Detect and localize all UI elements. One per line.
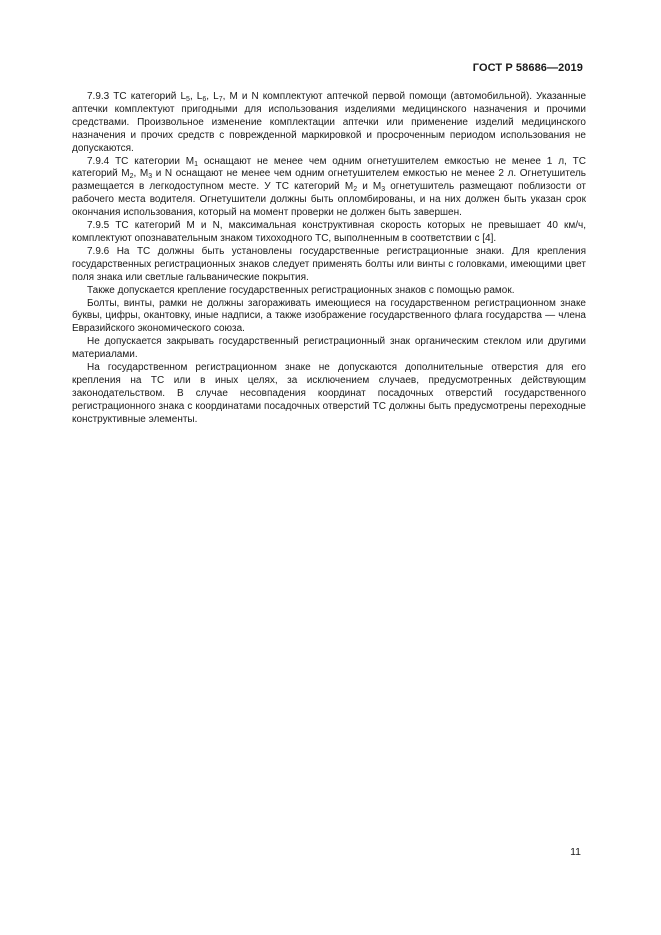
paragraph-bolts: Болты, винты, рамки не должны загораживать имеющиеся на государственном регистрационном знаке буквы, цифры, окантовку, иные надписи, а также изображение государственного флага государства — члена Евразийского экономического союза.	[72, 297, 586, 335]
paragraph-frames: Также допускается крепление государственных регистрационных знаков с помощью рамок.	[87, 284, 515, 296]
page-number: 11	[570, 846, 581, 858]
document-header: ГОСТ Р 58686—2019	[472, 62, 583, 74]
paragraph-7-9-4: 7.9.4 ТС категории $М_1$ оснащают не менее чем одним огнетушителем емкостью не менее 1 л, ТС категорий $М_2$, $М_3$ и N оснащают не менее чем одним огнетушителем емкостью не менее 2 л. Огнетушитель размещается в легкодоступном месте. У ТС категорий $М_2$ и $М_3$ огнетушитель размещают поблизости от рабочего места водителя. Огнетушители должны быть опломбированы, и на них должен быть указан срок окончания использования, который на момент проверки не должен быть завершен.	[72, 155, 586, 219]
paragraph-7-9-6: 7.9.6 На ТС должны быть установлены государственные регистрационные знаки. Для крепления государственных регистрационных знаков следует применять болты или винты с головками, имеющими цвет поля знака или светлые гальванические покрытия.	[72, 245, 586, 283]
document-body	[72, 91, 586, 427]
paragraph-7-9-3: 7.9.3 ТС категорий $L_5$, $L_6$, $L_7$, М и N комплектуют аптечкой первой помощи (автомобильной). Указанные аптечки комплектуют пригодными для использования изделиями медицинского назначения и прочими средствами. Произвольное изменение комплектации аптечки или применение изделий медицинского назначения и прочих средств с поврежденной маркировкой и просроченным периодом использования не допускаются.	[72, 91, 587, 154]
paragraph-holes: На государственном регистрационном знаке не допускаются дополнительные отверстия для его крепления на ТС или в иных целях, за исключением случаев, предусмотренных действующим законодательством. В случае несовпадения координат посадочных отверстий государственного регистрационного знака с координатами посадочных отверстий ТС должны быть предусмотрены переходные конструктивные элементы.	[72, 362, 586, 425]
paragraph-glass: Не допускается закрывать государственный регистрационный знак органическим стеклом или другими материалами.	[72, 336, 586, 361]
paragraph-7-9-5: 7.9.5 ТС категорий М и N, максимальная конструктивная скорость которых не превышает 40 км/ч, комплектуют опознавательным знаком тихоходного ТС, выполненным в соответствии с [4].	[72, 220, 586, 244]
